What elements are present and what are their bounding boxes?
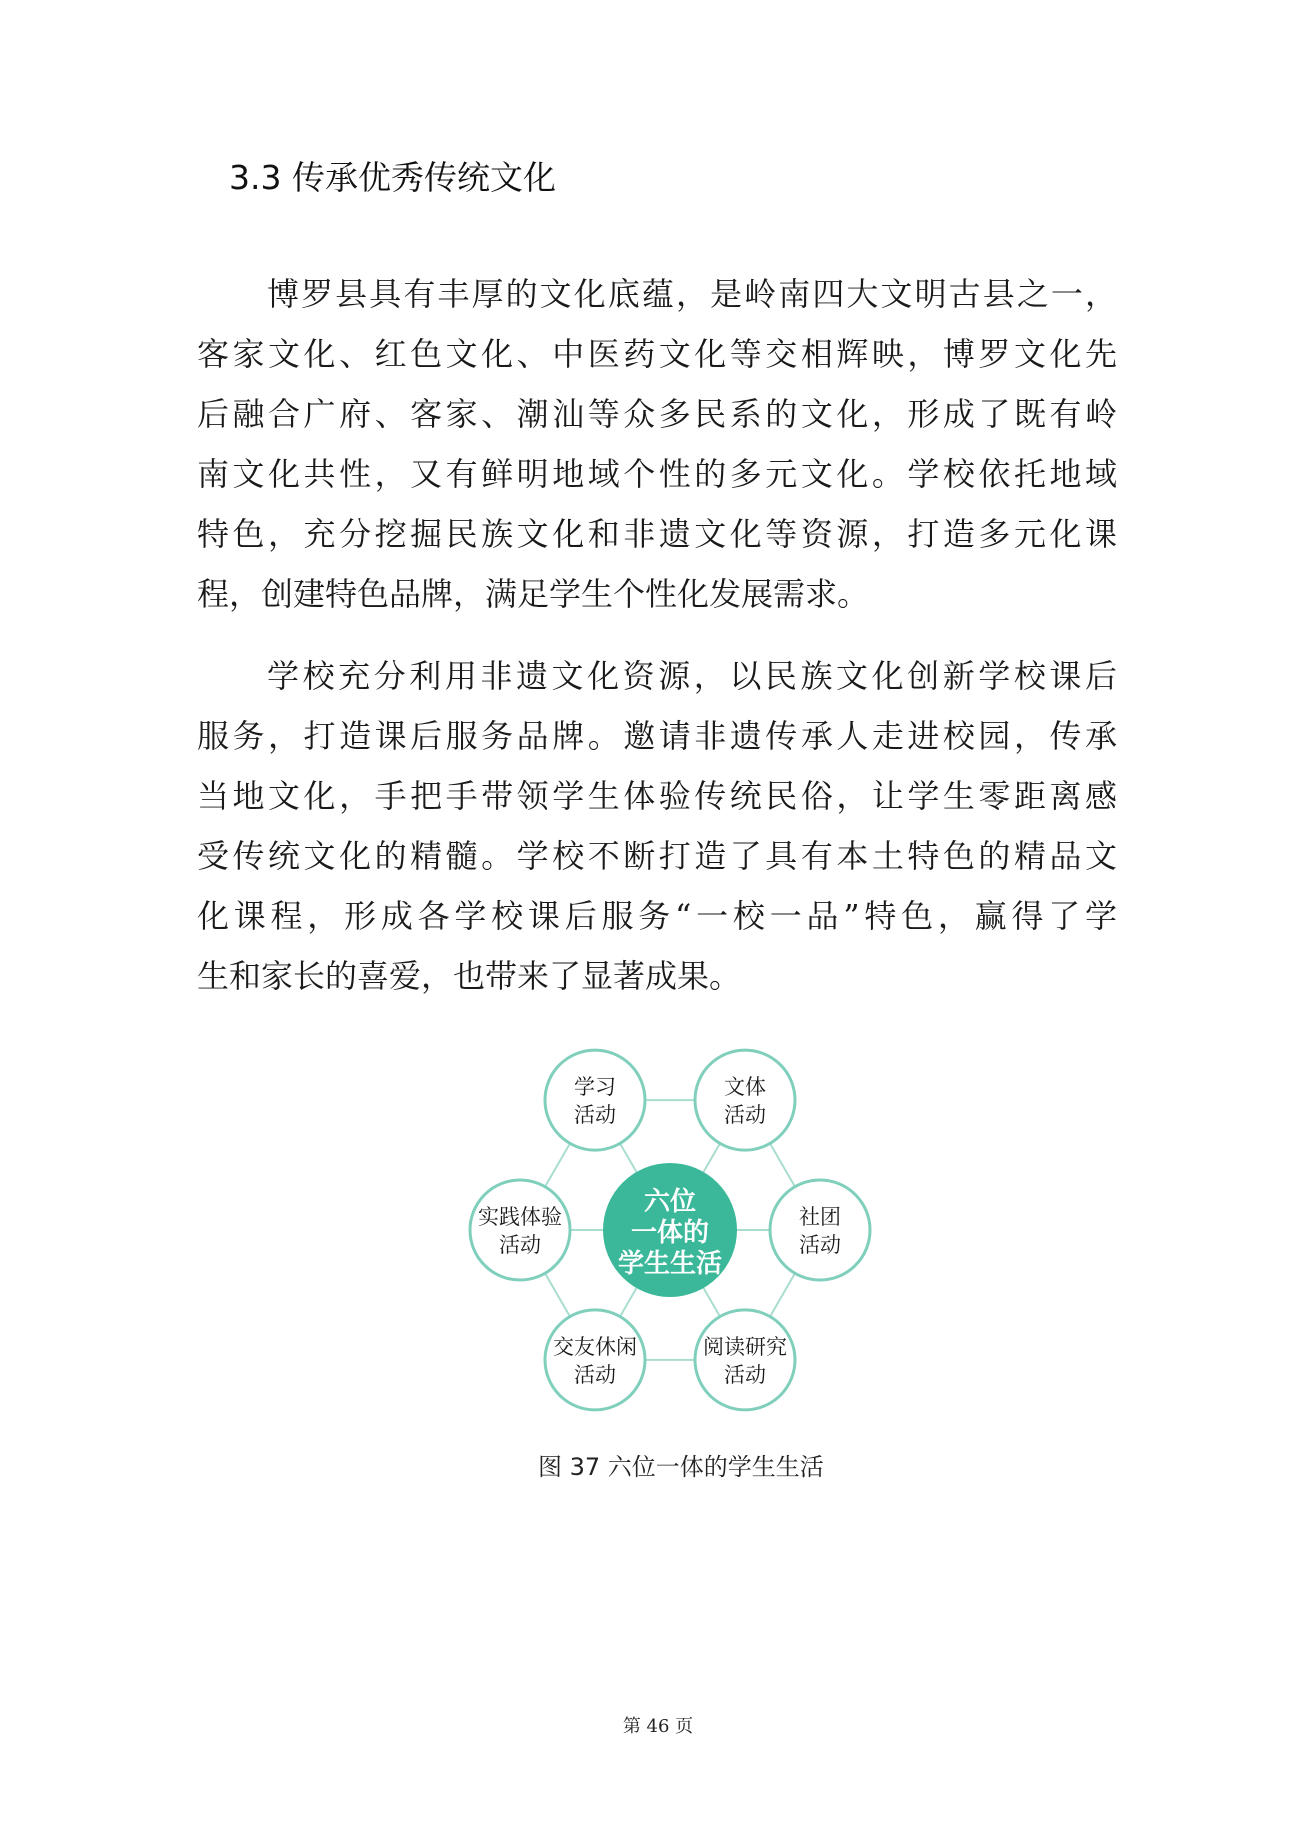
- paragraph-line: 后融合广府、客家、潮汕等众多民系的文化，形成了既有岭: [197, 395, 1117, 433]
- activity-node-label: 活动: [799, 1233, 841, 1257]
- activity-node-circle: [695, 1050, 795, 1150]
- activity-node-circle: [695, 1310, 795, 1410]
- center-label: 学生生活: [617, 1249, 723, 1279]
- activity-node-label: 文体: [724, 1075, 766, 1100]
- center-label: 一体的: [630, 1218, 710, 1248]
- spoke-line: [704, 1143, 721, 1172]
- activity-node-label: 交友休闲: [553, 1334, 637, 1359]
- activity-node-label: 社团: [799, 1205, 841, 1229]
- paragraph-line: 南文化共性，又有鲜明地域个性的多元文化。学校依托地域: [197, 455, 1117, 493]
- page-number: 第 46 页: [622, 1716, 694, 1737]
- center-label: 六位: [643, 1187, 697, 1217]
- spoke-line: [620, 1143, 637, 1172]
- paragraph-line: 服务，打造课后服务品牌。邀请非遗传承人走进校园，传承: [197, 717, 1117, 755]
- activity-node-circle: [545, 1050, 645, 1150]
- activity-node-label: 活动: [724, 1362, 766, 1387]
- activity-node-label: 实践体验: [478, 1205, 562, 1229]
- activity-node-label: 学习: [574, 1075, 616, 1100]
- activity-node-circle: [470, 1180, 570, 1280]
- paragraph-line: 学校充分利用非遗文化资源，以民族文化创新学校课后: [267, 657, 1117, 695]
- paragraph-line: 受传统文化的精髓。学校不断打造了具有本土特色的精品文: [197, 837, 1117, 875]
- activity-node-label: 活动: [574, 1362, 616, 1387]
- paragraph-line: 化课程，形成各学校课后服务“一校一品”特色，赢得了学: [197, 897, 1117, 935]
- diagram-canvas: [460, 1045, 880, 1425]
- activity-node-circle: [770, 1180, 870, 1280]
- activity-node-label: 活动: [499, 1233, 541, 1257]
- activity-node-label: 活动: [574, 1103, 616, 1128]
- paragraph-line: 程，创建特色品牌，满足学生个性化发展需求。: [197, 575, 870, 613]
- hexagon-edge: [545, 1143, 570, 1186]
- spoke-line: [704, 1288, 721, 1317]
- paragraph-line: 博罗县具有丰厚的文化底蕴，是岭南四大文明古县之一，: [267, 275, 1117, 313]
- paragraph-line: 生和家长的喜爱，也带来了显著成果。: [197, 957, 742, 995]
- hexagon-edge: [770, 1143, 795, 1186]
- hexagon-edge: [545, 1273, 570, 1316]
- hexagon-edge: [770, 1273, 795, 1316]
- paragraph-line: 当地文化，手把手带领学生体验传统民俗，让学生零距离感: [197, 777, 1117, 815]
- six-in-one-diagram: [460, 1045, 880, 1425]
- figure-caption: 图 37 六位一体的学生生活: [538, 1453, 824, 1481]
- activity-node-circle: [545, 1310, 645, 1410]
- paragraph-line: 客家文化、红色文化、中医药文化等交相辉映，博罗文化先: [197, 335, 1117, 373]
- paragraph-line: 特色，充分挖掘民族文化和非遗文化等资源，打造多元化课: [197, 515, 1117, 553]
- activity-node-label: 阅读研究: [703, 1334, 787, 1359]
- spoke-line: [620, 1288, 637, 1317]
- activity-node-label: 活动: [724, 1103, 766, 1128]
- section-heading: 3.3 传承优秀传统文化: [229, 158, 556, 197]
